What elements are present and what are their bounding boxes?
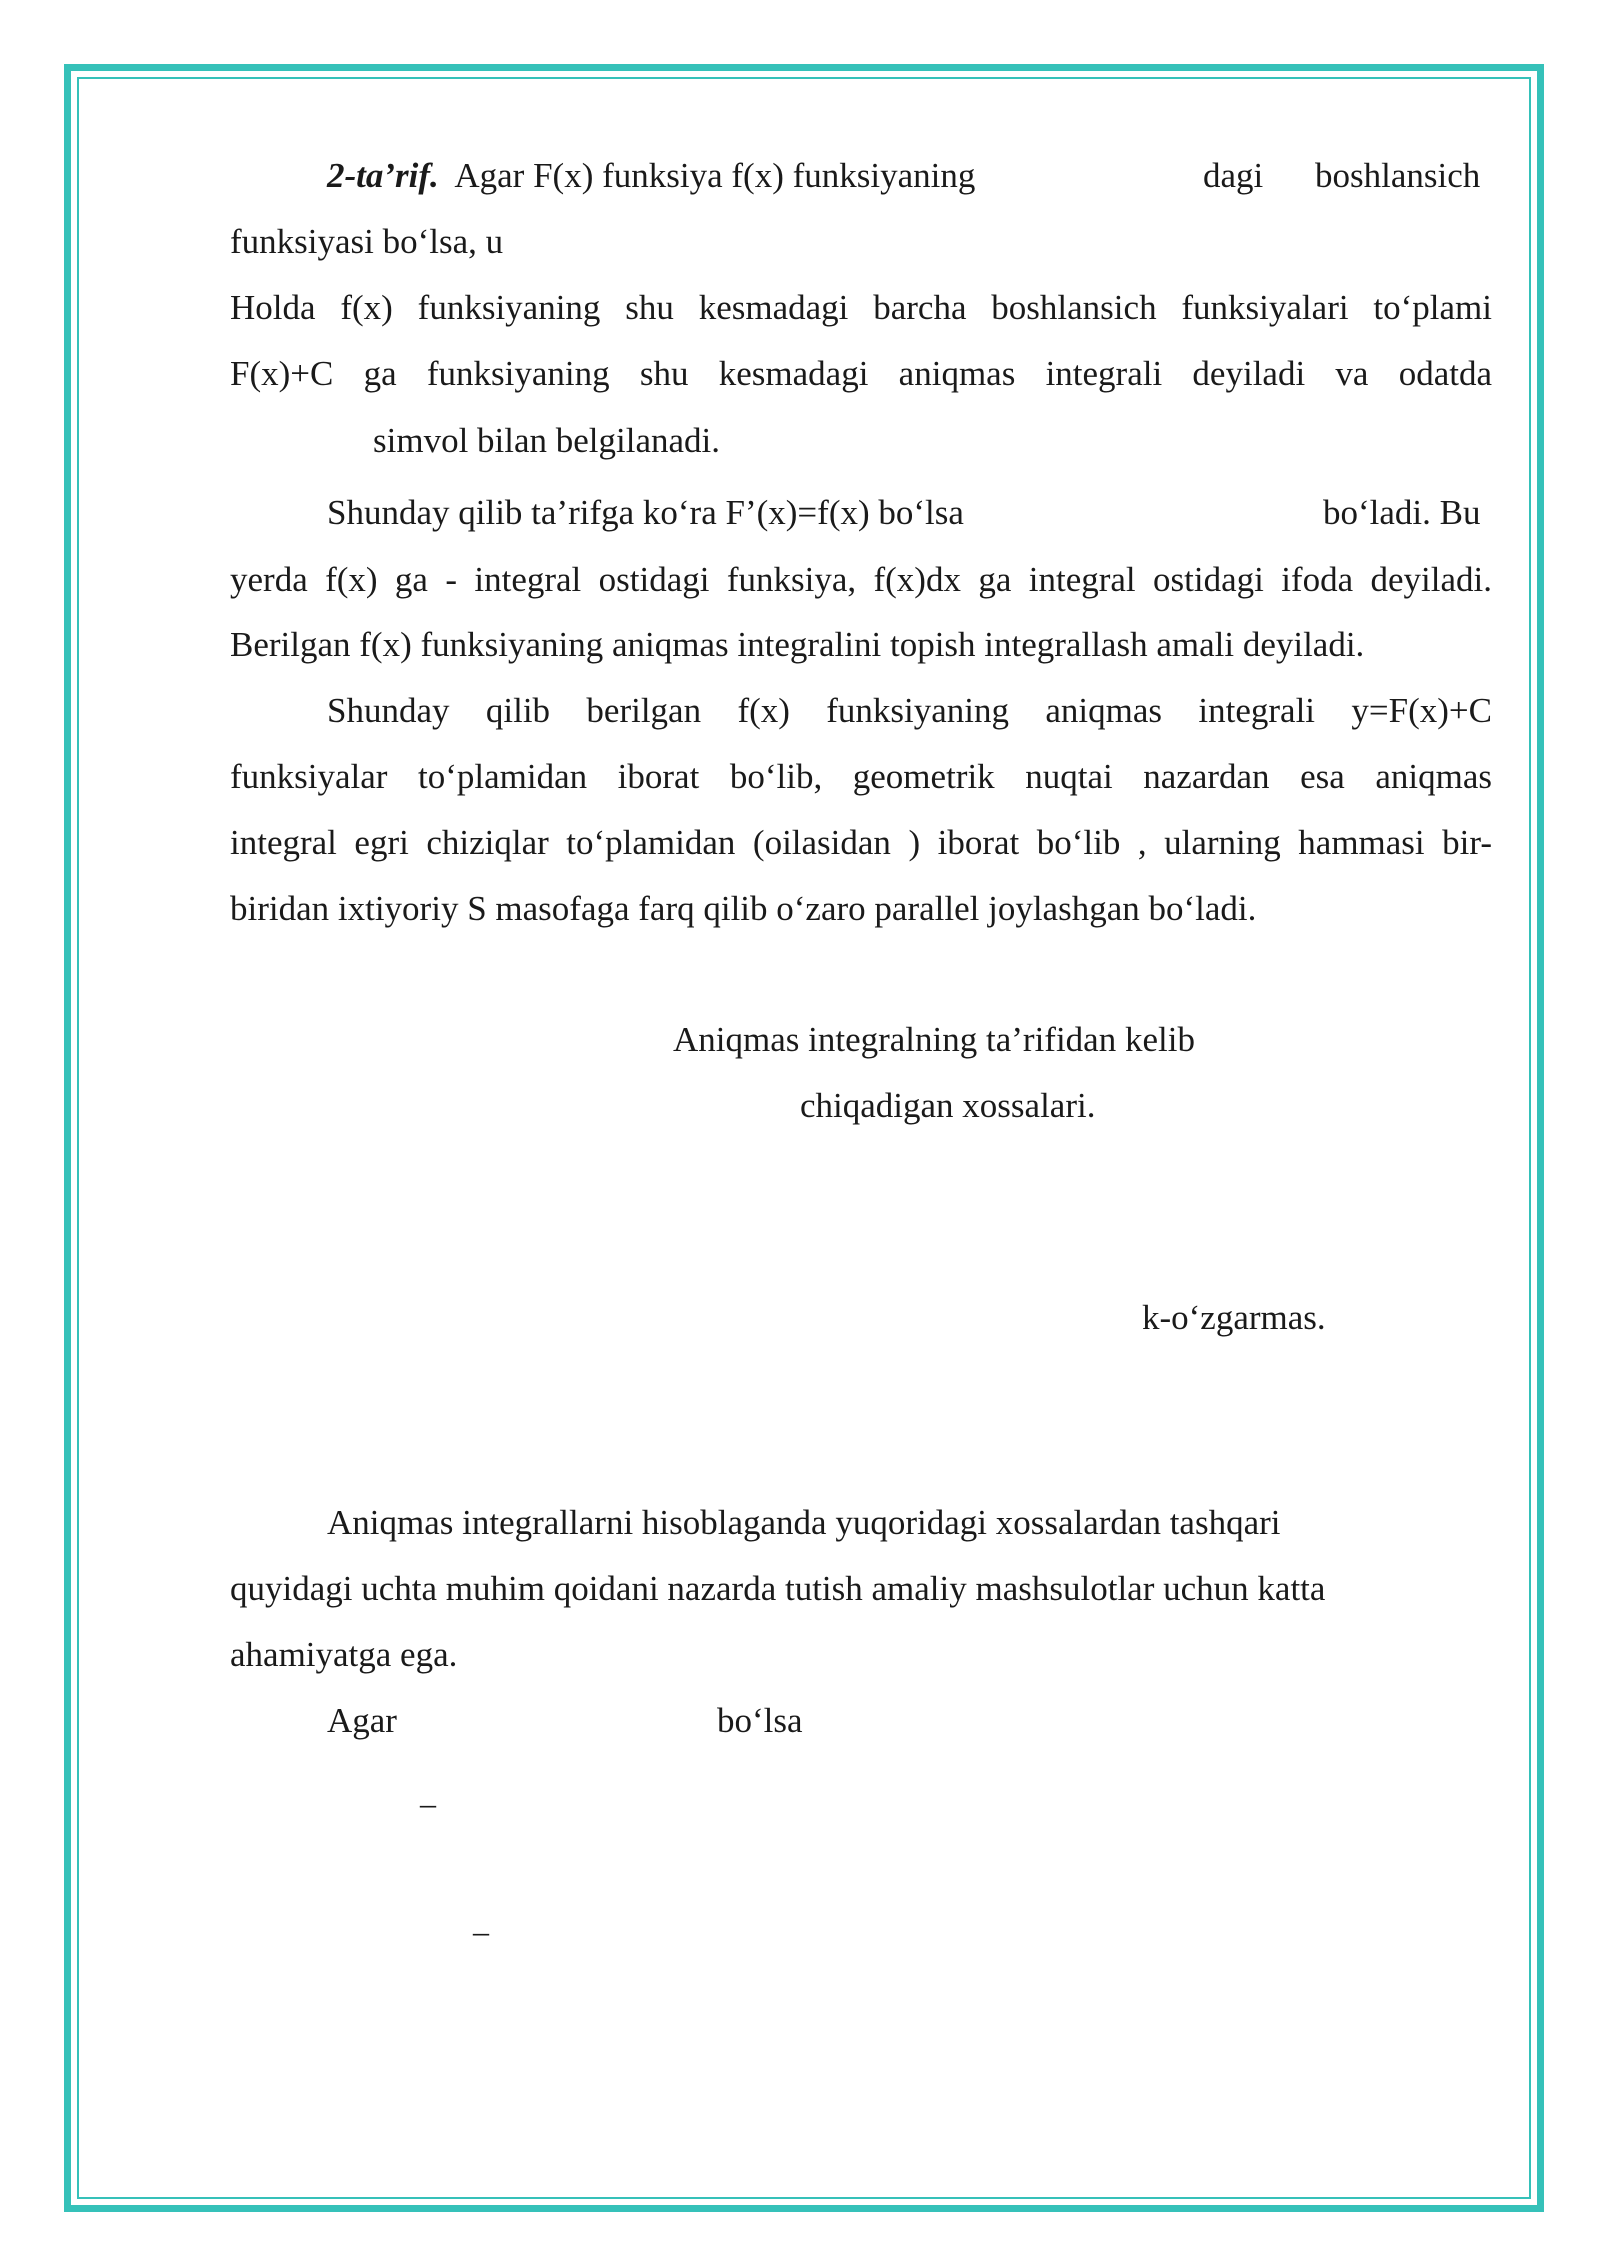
- paragraph-3-line-4: biridan ixtiyoriy S masofaga farq qilib o‘zaro parallel joylashgan bo‘ladi.: [230, 889, 1257, 928]
- dash-mark-1: –: [420, 1785, 436, 1821]
- paragraph-3-line-3: integral egri chiziqlar to‘plamidan (oilasidan ) iborat bo‘lib , ularning hammasi bir-: [230, 823, 1492, 862]
- bolsa-word: bo‘lsa: [717, 1701, 803, 1740]
- section-heading-line-1: Aniqmas integralning ta’rifidan kelib: [673, 1020, 1195, 1059]
- paragraph-2-line-3: Berilgan f(x) funksiyaning aniqmas integralini topish integrallash amali deyiladi.: [230, 625, 1365, 664]
- paragraph-4-line-3: ahamiyatga ega.: [230, 1635, 458, 1674]
- definition-2-line-3: Holda f(x) funksiyaning shu kesmadagi barcha boshlansich funksiyalari to‘plami: [230, 288, 1492, 327]
- paragraph-4-line-1: Aniqmas integrallarni hisoblaganda yuqoridagi xossalardan tashqari: [327, 1503, 1281, 1542]
- definition-2-line-4: F(x)+C ga funksiyaning shu kesmadagi aniqmas integrali deyiladi va odatda: [230, 354, 1492, 393]
- dash-mark-2: –: [473, 1913, 489, 1949]
- definition-2-line-1: [327, 143, 975, 209]
- definition-text-start: Agar F(x) funksiya f(x) funksiyaning: [454, 156, 976, 195]
- constant-k-note: k-o‘zgarmas.: [1142, 1298, 1326, 1337]
- definition-dagi: dagi: [1203, 156, 1264, 195]
- definition-boshlansich: boshlansich: [1315, 156, 1481, 195]
- definition-label: 2-ta’rif.: [327, 156, 439, 195]
- definition-2-line-2: funksiyasi bo‘lsa, u: [230, 222, 504, 261]
- paragraph-2-line-2: yerda f(x) ga - integral ostidagi funksiya, f(x)dx ga integral ostidagi ifoda deyiladi.: [230, 560, 1492, 599]
- agar-word: Agar: [327, 1701, 397, 1740]
- definition-2-line-5: simvol bilan belgilanadi.: [373, 421, 721, 460]
- paragraph-2-line-1-end: bo‘ladi. Bu: [1323, 493, 1481, 532]
- section-heading-line-2: chiqadigan xossalari.: [800, 1086, 1096, 1125]
- paragraph-4-line-2: quyidagi uchta muhim qoidani nazarda tutish amaliy mashsulotlar uchun katta: [230, 1569, 1326, 1608]
- paragraph-2-line-1: Shunday qilib ta’rifga ko‘ra F’(x)=f(x) bo‘lsa: [327, 493, 964, 532]
- paragraph-3-line-2: funksiyalar to‘plamidan iborat bo‘lib, geometrik nuqtai nazardan esa aniqmas: [230, 757, 1492, 796]
- paragraph-3-line-1: Shunday qilib berilgan f(x) funksiyaning aniqmas integrali y=F(x)+C: [327, 691, 1492, 730]
